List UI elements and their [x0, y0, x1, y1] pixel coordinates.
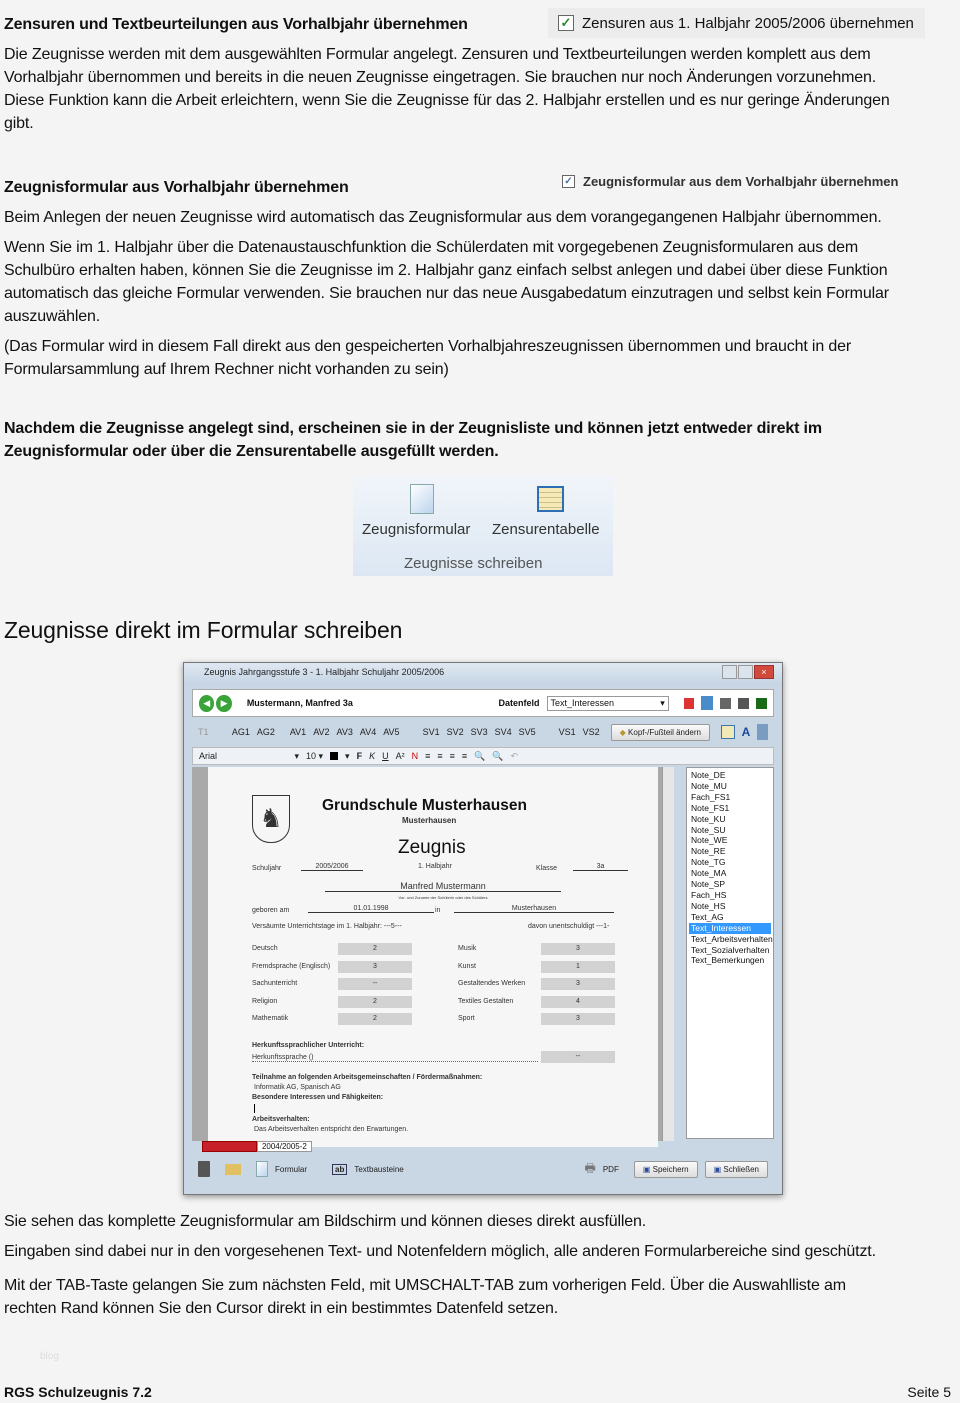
list-item[interactable]: Note_FS1 [691, 802, 730, 813]
field-placeholder: T1 [198, 727, 209, 737]
zoom-in-icon[interactable]: 🔍 [474, 750, 486, 761]
list-item[interactable]: Note_WE [691, 835, 728, 846]
undo-icon[interactable]: ↶ [510, 750, 519, 761]
grade-field[interactable]: 3 [541, 978, 615, 990]
text-line: Eingaben sind dabei nur in den vorgesehenen Text- und Notenfeldern möglich, alle anderen Formularbereiche sind geschützt. [4, 1243, 876, 1260]
field-button[interactable]: SV3 [470, 727, 488, 737]
window-title: Zeugnis Jahrgangsstufe 3 - 1. Halbjahr Schuljahr 2005/2006 [204, 667, 445, 677]
text-line: Beim Anlegen der neuen Zeugnisse wird automatisch das Zeugnisformular aus dem vorangegangenen Halbjahr übernommen. [4, 209, 882, 226]
save-icon: ▣ [642, 1164, 653, 1174]
subject-label: Kunst [458, 962, 476, 970]
text-line: Nachdem die Zeugnisse angelegt sind, erscheinen sie in der Zeugnisliste und können jetzt entweder direkt im [4, 420, 822, 437]
justify-icon[interactable]: ≡ [449, 751, 455, 761]
schuljahr-field[interactable]: 2005/2006 [301, 863, 363, 871]
printer-icon[interactable]: 🖶 [584, 1160, 596, 1175]
list-item[interactable]: Note_TG [691, 857, 726, 868]
key-icon: ◆ [619, 727, 629, 737]
exit-icon: ▣ [713, 1164, 724, 1174]
list-item[interactable]: Note_MU [691, 780, 727, 791]
color-swatch[interactable] [330, 752, 338, 760]
navigation-toolbar [192, 689, 774, 717]
minimize-button[interactable] [722, 665, 737, 679]
grade-field[interactable]: 1 [541, 961, 615, 973]
maximize-button[interactable] [738, 665, 753, 679]
field-button[interactable]: AV1 [289, 727, 307, 737]
grade-field[interactable]: 2 [338, 1013, 412, 1025]
list-item[interactable]: Text_Interessen [689, 923, 771, 934]
field-button[interactable]: AG1 [231, 727, 250, 737]
field-button[interactable]: AG2 [256, 727, 275, 737]
chevron-down-icon: ▾ [660, 697, 665, 708]
field-button[interactable]: VS1 [558, 727, 576, 737]
list-item[interactable]: Note_MA [691, 868, 727, 879]
label: Klasse [536, 865, 558, 872]
table-icon [537, 486, 564, 512]
chevron-down-icon: ▾ [345, 750, 350, 761]
text-line: Vorhalbjahr übernommen und bereits in die neuen Zeugnisse eingetragen. Sie brauchen nur noch Änderungen vorzunehmen. [4, 69, 877, 86]
checkbox-label: Zeugnisformular aus dem Vorhalbjahr übernehmen [583, 174, 899, 189]
size-value: 10 [306, 750, 317, 761]
list-item[interactable]: Note_DE [691, 770, 726, 780]
text-field[interactable]: Das Arbeitsverhalten entspricht den Erwartungen. [254, 1126, 409, 1133]
zensurentabelle-button[interactable]: Zensurentabelle [492, 521, 600, 538]
label: geboren am [252, 907, 290, 914]
field-button[interactable]: AV5 [383, 727, 400, 737]
zeugnisformular-button[interactable]: Zeugnisformular [362, 521, 471, 538]
school-name: Grundschule Musterhausen [322, 797, 527, 814]
list-item[interactable]: Text_AG [691, 911, 724, 922]
datenfeld-value: Text_Interessen [550, 697, 615, 708]
layout-icon[interactable] [701, 696, 714, 710]
heading-formular-schreiben: Zeugnisse direkt im Formular schreiben [4, 617, 403, 643]
schliessen-button[interactable] [705, 1161, 768, 1178]
heading-zeugnisformular: Zeugnisformular aus Vorhalbjahr übernehmen [4, 179, 349, 196]
field-button[interactable]: SV4 [494, 727, 512, 737]
font-value: Arial [199, 750, 218, 761]
list-item[interactable]: Fach_HS [691, 889, 727, 900]
excel-icon[interactable] [756, 698, 767, 709]
bottom-toolbar [192, 1155, 774, 1183]
coat-of-arms-horse-icon: ♞ [252, 795, 290, 843]
formular-button[interactable]: Formular [275, 1164, 308, 1174]
subject-label: Deutsch [252, 945, 278, 952]
list-item[interactable]: Text_Arbeitsverhalten [691, 933, 773, 944]
italic-icon[interactable]: K [369, 751, 376, 761]
label: in [435, 907, 441, 914]
close-button[interactable]: × [754, 665, 774, 679]
document-icon [410, 484, 434, 514]
datenfeld-list[interactable] [686, 767, 774, 1139]
grade-field[interactable]: 2 [338, 996, 412, 1008]
caption: Vor- und Zuname der Schülerin oder des Schülers [398, 895, 488, 900]
list-item[interactable]: Fach_FS1 [691, 791, 731, 802]
tab-bar [202, 1141, 312, 1152]
grade-field[interactable]: 3 [338, 961, 412, 973]
form-title: Zeugnis [398, 837, 466, 858]
font-color-icon[interactable]: A [741, 725, 751, 739]
pdf-button[interactable]: PDF [602, 1164, 619, 1174]
zeugnis-form [208, 767, 658, 1147]
text-line: Formularsammlung auf Ihrem Rechner nicht vorhanden zu sein) [4, 361, 449, 378]
tab[interactable]: 2004/2005-2 [257, 1141, 312, 1152]
absence-days: Versäumte Unterrichtstage im 1. Halbjahr: ---5--- [252, 923, 402, 930]
label: Herkunftssprache () [252, 1054, 538, 1062]
tab-active[interactable]: 2005/2006-1 [202, 1141, 257, 1152]
trash-icon[interactable] [198, 1161, 210, 1177]
text-line: auszuwählen. [4, 308, 101, 325]
label: Schuljahr [252, 865, 282, 872]
list-item[interactable]: Note_SU [691, 824, 726, 835]
birthdate-field[interactable]: 01.01.1998 [308, 905, 434, 913]
text-cursor [254, 1104, 255, 1113]
grid-icon[interactable] [738, 698, 749, 709]
section-heading: Herkunftssprachlicher Unterricht: [252, 1042, 365, 1049]
text-line: gibt. [4, 115, 34, 132]
datenfeld-label: Datenfeld [498, 698, 540, 708]
field-button[interactable]: SV1 [422, 727, 440, 737]
title-bar [184, 663, 782, 685]
align-left-icon[interactable]: ≡ [425, 751, 431, 761]
calendar-icon[interactable] [721, 725, 735, 739]
print-icon[interactable] [720, 698, 731, 709]
subject-label: Textiles Gestalten [458, 997, 514, 1005]
text-line: Sie sehen das komplette Zeugnisformular am Bildschirm und können dieses direkt ausfüllen. [4, 1213, 647, 1230]
student-name-field[interactable]: Manfred Mustermann [325, 881, 561, 892]
grade-field[interactable]: 4 [541, 996, 615, 1008]
grade-field[interactable]: 2 [338, 943, 412, 955]
list-item[interactable]: Text_Bemerkungen [691, 955, 765, 966]
subject-label: Sachunterricht [252, 980, 298, 987]
klasse-field[interactable]: 3a [573, 863, 628, 871]
app-window [183, 662, 783, 1195]
format-toolbar [192, 747, 774, 765]
size-select[interactable]: 10 ▾ [306, 750, 324, 761]
scrollbar[interactable] [662, 767, 674, 1141]
ribbon-group [353, 476, 613, 576]
field-button[interactable]: SV2 [446, 727, 464, 737]
footer-page-number: Seite 5 [907, 1384, 951, 1400]
text-line: rechten Rand können Sie den Cursor direkt in ein bestimmtes Datenfeld setzen. [4, 1300, 559, 1317]
checkmark-icon: ✓ [558, 15, 574, 31]
align-center-icon[interactable]: ≡ [437, 751, 443, 761]
button-label: Schließen [723, 1164, 759, 1174]
text-field[interactable]: Informatik AG, Spanisch AG [254, 1084, 341, 1091]
forward-arrow-icon[interactable]: ▶ [216, 695, 231, 712]
text-line: (Das Formular wird in diesem Fall direkt aus den gespeicherten Vorhalbjahreszeugnissen übernommen und braucht in der [4, 338, 852, 355]
window-controls [722, 665, 774, 679]
subject-label: Religion [252, 997, 278, 1005]
student-name: Mustermann, Manfred 3a [246, 698, 353, 708]
subject-label: Sport [458, 1015, 475, 1022]
font-select[interactable] [199, 751, 299, 762]
text-line: Diese Funktion kann die Arbeit erleichtern, wenn Sie die Zeugnisse für das 2. Halbjahr erstellen und es nur geringe Änderungen [4, 92, 890, 109]
superscript-icon[interactable]: A² [395, 751, 405, 761]
document-icon[interactable] [256, 1161, 268, 1177]
speichern-button[interactable] [634, 1161, 698, 1178]
list-item[interactable]: Note_KU [691, 813, 726, 824]
heading-zensuren: Zensuren und Textbeurteilungen aus Vorhalbjahr übernehmen [4, 16, 468, 33]
subject-label: Fremdsprache (Englisch) [252, 962, 331, 970]
field-button[interactable]: AV3 [336, 727, 353, 737]
school-town: Musterhausen [402, 816, 457, 825]
text-line: Mit der TAB-Taste gelangen Sie zum nächsten Feld, mit UMSCHALT-TAB zum vorherigen Feld. Über die Auswahlliste am [4, 1277, 846, 1294]
grade-field[interactable]: -- [541, 1051, 615, 1063]
subject-label: Mathematik [252, 1015, 289, 1022]
field-button[interactable]: SV5 [518, 727, 536, 737]
list-item[interactable]: Note_HS [691, 900, 726, 911]
halbjahr-field: 1. Halbjahr [418, 863, 452, 870]
zoom-out-icon[interactable]: 🔍 [492, 750, 504, 761]
grade-field[interactable]: 3 [541, 943, 615, 955]
grade-field[interactable]: 3 [541, 1013, 615, 1025]
watermark: blog [40, 1351, 59, 1362]
grade-field[interactable]: -- [338, 978, 412, 990]
unexcused-days: davon unentschuldigt ---1- [528, 923, 610, 930]
checkbox-label: Zensuren aus 1. Halbjahr 2005/2006 übernehmen [582, 14, 914, 32]
ribbon-group-label: Zeugnisse schreiben [404, 555, 543, 572]
strikethrough-icon[interactable]: N [411, 751, 419, 761]
stop-icon[interactable] [684, 698, 694, 709]
field-button[interactable]: AV2 [313, 727, 330, 737]
textbausteine-button[interactable]: Textbausteine [354, 1164, 404, 1174]
list-item[interactable]: Text_Sozialverhalten [691, 944, 770, 955]
text-line: Schulbüro erhalten haben, können Sie die Zeugnisse im 2. Halbjahr ganz einfach selbst anlegen und dabei über diese Funktion [4, 262, 888, 279]
align-right-icon[interactable]: ≡ [461, 751, 468, 761]
bold-icon[interactable]: F [356, 751, 363, 761]
footer-product: RGS Schulzeugnis 7.2 [4, 1384, 152, 1400]
section-heading: Besondere Interessen und Fähigkeiten: [252, 1094, 384, 1101]
back-arrow-icon[interactable]: ◀ [199, 695, 214, 712]
tools-icon[interactable] [757, 724, 768, 740]
datenfeld-select[interactable] [547, 696, 669, 711]
folder-icon[interactable] [225, 1164, 241, 1175]
fields-toolbar [192, 719, 774, 745]
zensuren-checkbox[interactable] [548, 8, 925, 38]
list-item[interactable]: Note_SP [691, 879, 726, 890]
button-label: Speichern [652, 1164, 689, 1174]
kopf-fussteil-button[interactable] [611, 724, 710, 741]
list-item[interactable]: Note_RE [691, 846, 726, 857]
text-line: Zeugnisformular oder über die Zensurentabelle ausgefüllt werden. [4, 443, 499, 460]
section-heading: Arbeitsverhalten: [252, 1116, 310, 1123]
subject-label: Gestaltendes Werken [458, 980, 526, 987]
field-button[interactable]: AV4 [359, 727, 377, 737]
text-line: Die Zeugnisse werden mit dem ausgewählten Formular angelegt. Zensuren und Textbeurteilungen werden komplett aus dem [4, 46, 871, 63]
formular-checkbox[interactable] [562, 174, 898, 189]
text-line: Wenn Sie im 1. Halbjahr über die Datenaustauschfunktion die Schülerdaten mit vorgegebenen Zeugnisformularen aus dem [4, 239, 859, 256]
text-line: automatisch das gleiche Formular verwenden. Sie brauchen nur das neue Ausgabedatum einzutragen und selbst kein Formular [4, 285, 889, 302]
birthplace-field[interactable]: Musterhausen [454, 905, 614, 913]
field-button[interactable]: VS2 [582, 727, 600, 737]
subject-label: Musik [458, 945, 477, 952]
checkmark-icon: ✓ [562, 175, 575, 188]
section-heading: Teilnahme an folgenden Arbeitsgemeinschaften / Fördermaßnahmen: [252, 1074, 483, 1081]
underline-icon[interactable]: U [382, 751, 389, 761]
textbausteine-icon: ab [332, 1164, 347, 1175]
chevron-down-icon: ▾ [294, 750, 299, 761]
button-label: Kopf-/Fußteil ändern [628, 727, 701, 737]
